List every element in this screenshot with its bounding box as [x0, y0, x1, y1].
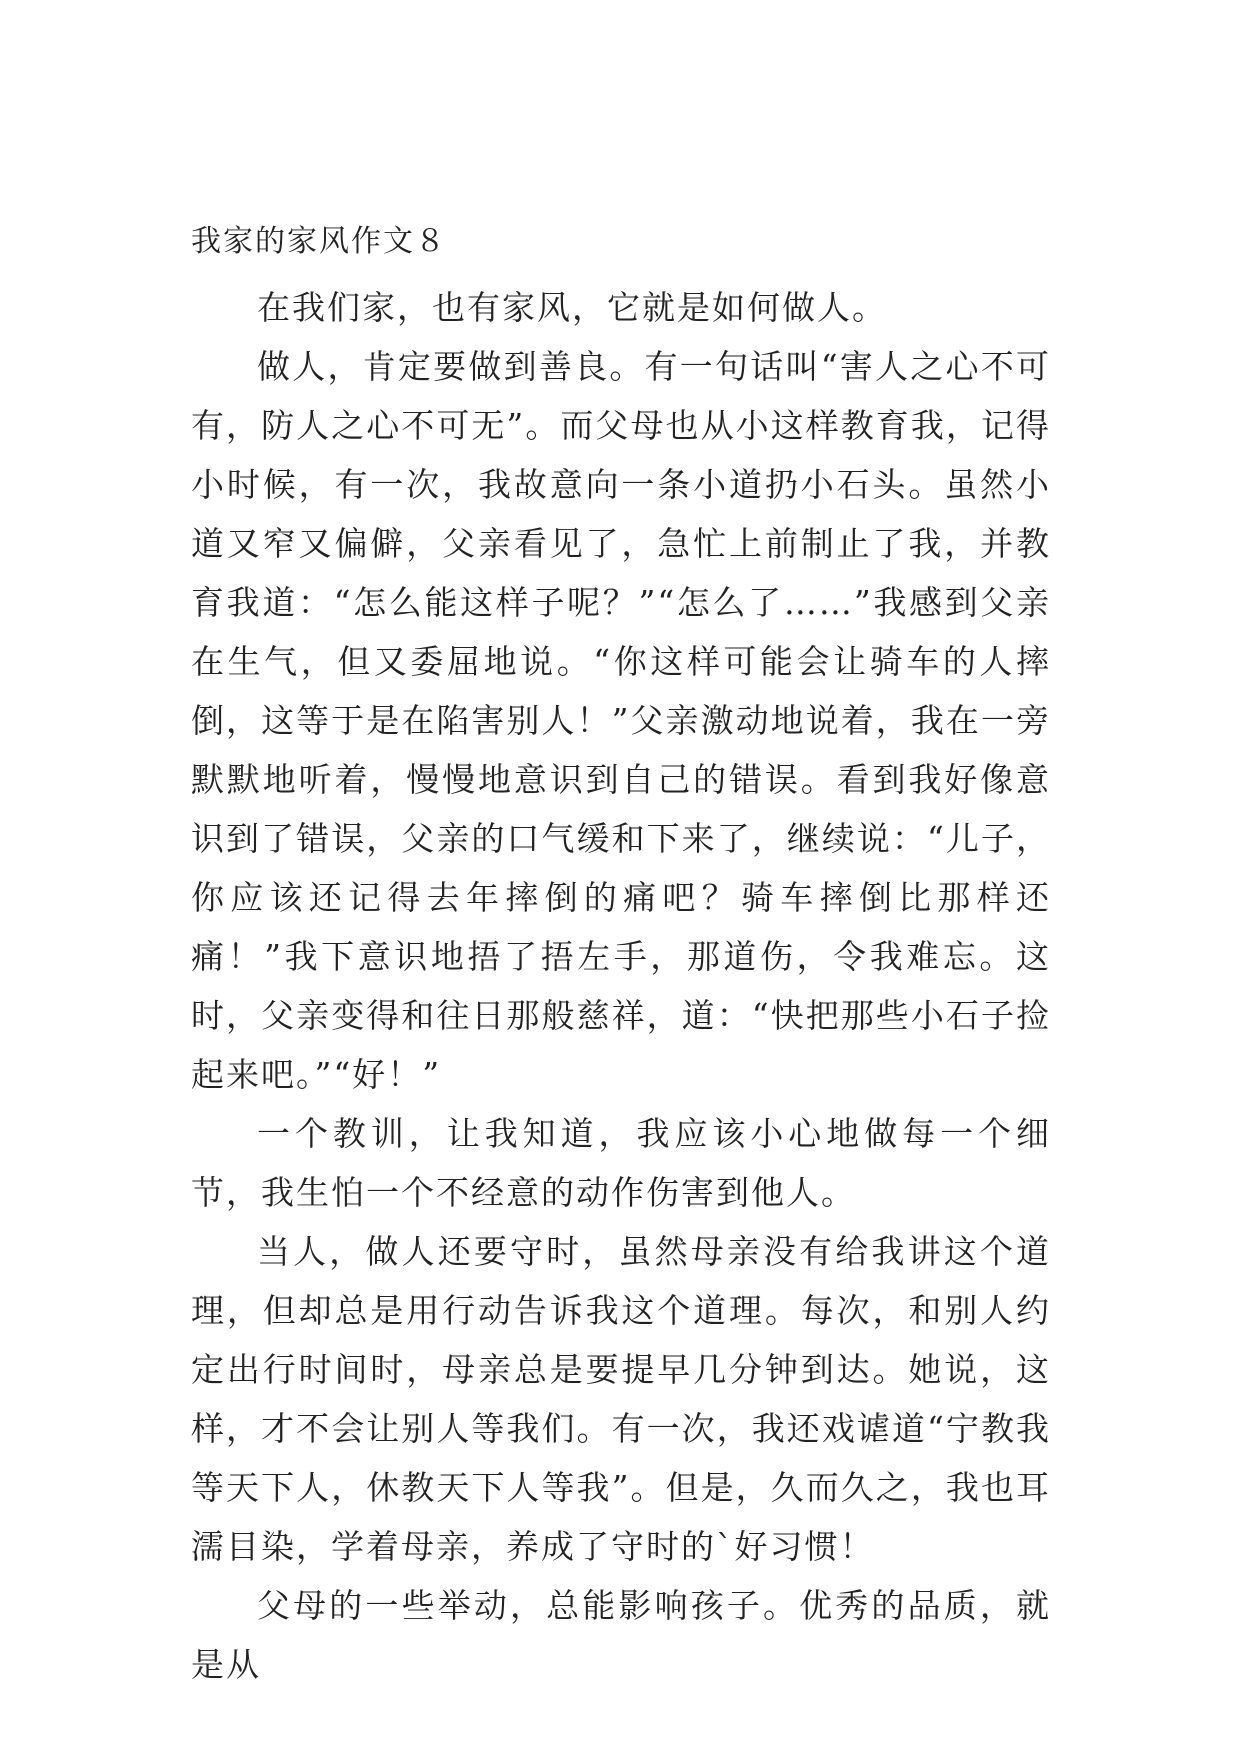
essay-body — [191, 220, 1051, 1694]
essay-title: 我家的家风作文８ — [191, 224, 447, 259]
paragraph-5: 父母的一些举动，总能影响孩子。优秀的品质，就是从 — [191, 1586, 1051, 1684]
paragraph-2: 做人，肯定要做到善良。有一句话叫“害人之心不可有，防人之心不可无”。而父母也从小这样教育我，记得小时候，有一次，我故意向一条小道扔小石头。虽然小道又窄又偏僻，父亲看见了，急忙上前制止了我，并教育我道：“怎么能这样子呢？”“怎么了……”我感到父亲在生气，但又委屈地说。“你这样可能会让骑车的人摔倒，这等于是在陷害别人！”父亲激动地说着，我在一旁默默地听着，慢慢地意识到自己的错误。看到我好像意识到了错误，父亲的口气缓和下来了，继续说：“儿子，你应该还记得去年摔倒的痛吧？骑车摔倒比那样还痛！”我下意识地捂了捂左手，那道伤，令我难忘。这时，父亲变得和往日那般慈祥，道：“快把那些小石子捡起来吧。”“好！” — [191, 347, 1051, 1094]
paragraph-1: 在我们家，也有家风，它就是如何做人。 — [257, 288, 887, 327]
paragraph-4: 当人，做人还要守时，虽然母亲没有给我讲这个道理，但却总是用行动告诉我这个道理。每次，和别人约定出行时间时，母亲总是要提早几分钟到达。她说，这样，才不会让别人等我们。有一次，我还戏谑道“宁教我等天下人，休教天下人等我”。但是，久而久之，我也耳濡目染，学着母亲，养成了守时的`好习惯！ — [191, 1232, 1051, 1566]
paragraph-3: 一个教训，让我知道，我应该小心地做每一个细节，我生怕一个不经意的动作伤害到他人。 — [191, 1114, 1051, 1212]
